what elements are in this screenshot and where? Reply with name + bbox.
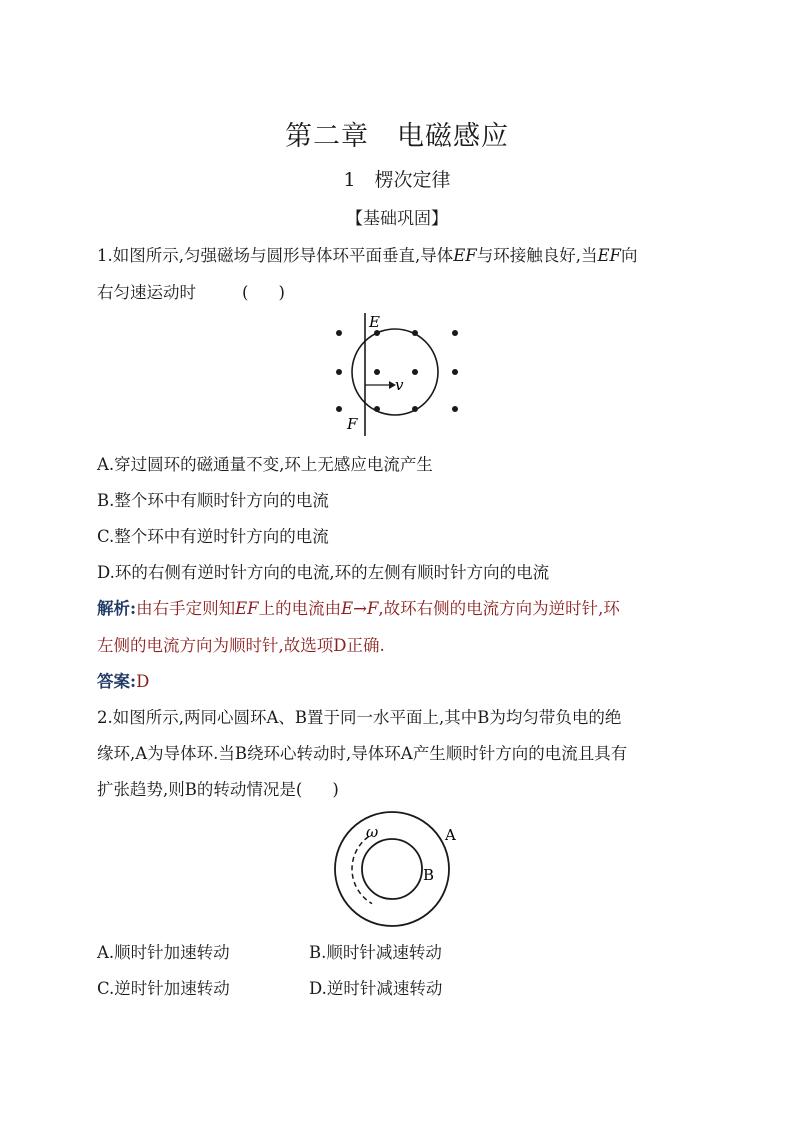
analysis-ef: EF (235, 599, 259, 618)
field-dot (412, 369, 418, 375)
analysis-text: 由右手定则知 (136, 599, 236, 618)
field-dot (336, 406, 342, 412)
field-dot (452, 406, 458, 412)
q1-figure-magnetic-field-ring (325, 305, 475, 440)
q1-answer (97, 668, 149, 692)
q2-stem-line1: 2.如图所示,两同心圆环A、B置于同一水平面上,其中B为均匀带负电的绝 (97, 708, 622, 727)
q2-figure-concentric-rings (325, 810, 475, 930)
q1-stem-line2 (97, 279, 285, 303)
field-dot (452, 330, 458, 336)
label-f: F (347, 415, 358, 433)
q1-stem-line1 (97, 242, 637, 266)
field-dot (336, 369, 342, 375)
label-omega: ω (366, 823, 379, 841)
q2-stem-part: 扩张趋势,则B的转动情况是( (97, 780, 303, 799)
q1-option-a: A.穿过圆环的磁通量不变,环上无感应电流产生 (97, 455, 433, 474)
field-dot (452, 369, 458, 375)
analysis-text: 上的电流由 (258, 599, 342, 618)
lesson-title: 1 楞次定律 (343, 169, 451, 191)
q1-analysis-line2: 左侧的电流方向为顺时针,故选项D正确. (97, 636, 385, 655)
q1-stem-part: 右匀速运动时 (97, 283, 196, 302)
answer-value: D (136, 672, 150, 691)
label-v: v (395, 376, 404, 394)
q1-stem-part: 1.如图所示,匀强磁场与圆形导体环平面垂直,导体 (97, 246, 454, 265)
q1-option-b: B.整个环中有顺时针方向的电流 (97, 491, 329, 510)
label-a: A (445, 826, 456, 844)
q1-ef-label: EF (453, 246, 477, 265)
answer-paren-close: ) (332, 780, 339, 799)
label-b: B (423, 866, 435, 884)
q2-option-c: C.逆时针加速转动 (97, 979, 230, 998)
field-dot (374, 369, 380, 375)
section-label: 【基础巩固】 (346, 209, 448, 229)
q2-option-d: D.逆时针减速转动 (309, 979, 443, 998)
analysis-label: 解析: (97, 599, 137, 618)
answer-paren-open: ( (242, 283, 249, 302)
q2-option-b: B.顺时针减速转动 (309, 943, 442, 962)
analysis-text: ,故环右侧的电流方向为逆时针,环 (378, 599, 620, 618)
label-e: E (369, 313, 380, 331)
q1-stem-part: 向 (620, 246, 638, 265)
q1-ef-label: EF (597, 246, 621, 265)
q1-option-c: C.整个环中有逆时针方向的电流 (97, 527, 329, 546)
q2-stem-line3 (97, 776, 339, 800)
q1-analysis-line1 (97, 595, 620, 619)
analysis-path: E→F (341, 599, 379, 618)
answer-label: 答案: (97, 672, 137, 691)
answer-paren-close: ) (278, 283, 285, 302)
q1-stem-part: 与环接触良好,当 (476, 246, 598, 265)
chapter-title: 第二章 电磁感应 (285, 121, 509, 152)
ring-b (362, 839, 422, 899)
q1-option-d: D.环的右侧有逆时针方向的电流,环的左侧有顺时针方向的电流 (97, 563, 550, 582)
field-dot (336, 330, 342, 336)
q2-option-a: A.顺时针加速转动 (97, 943, 230, 962)
q2-stem-line2: 缘环,A为导体环.当B绕环心转动时,导体环A产生顺时针方向的电流且具有 (97, 744, 628, 763)
